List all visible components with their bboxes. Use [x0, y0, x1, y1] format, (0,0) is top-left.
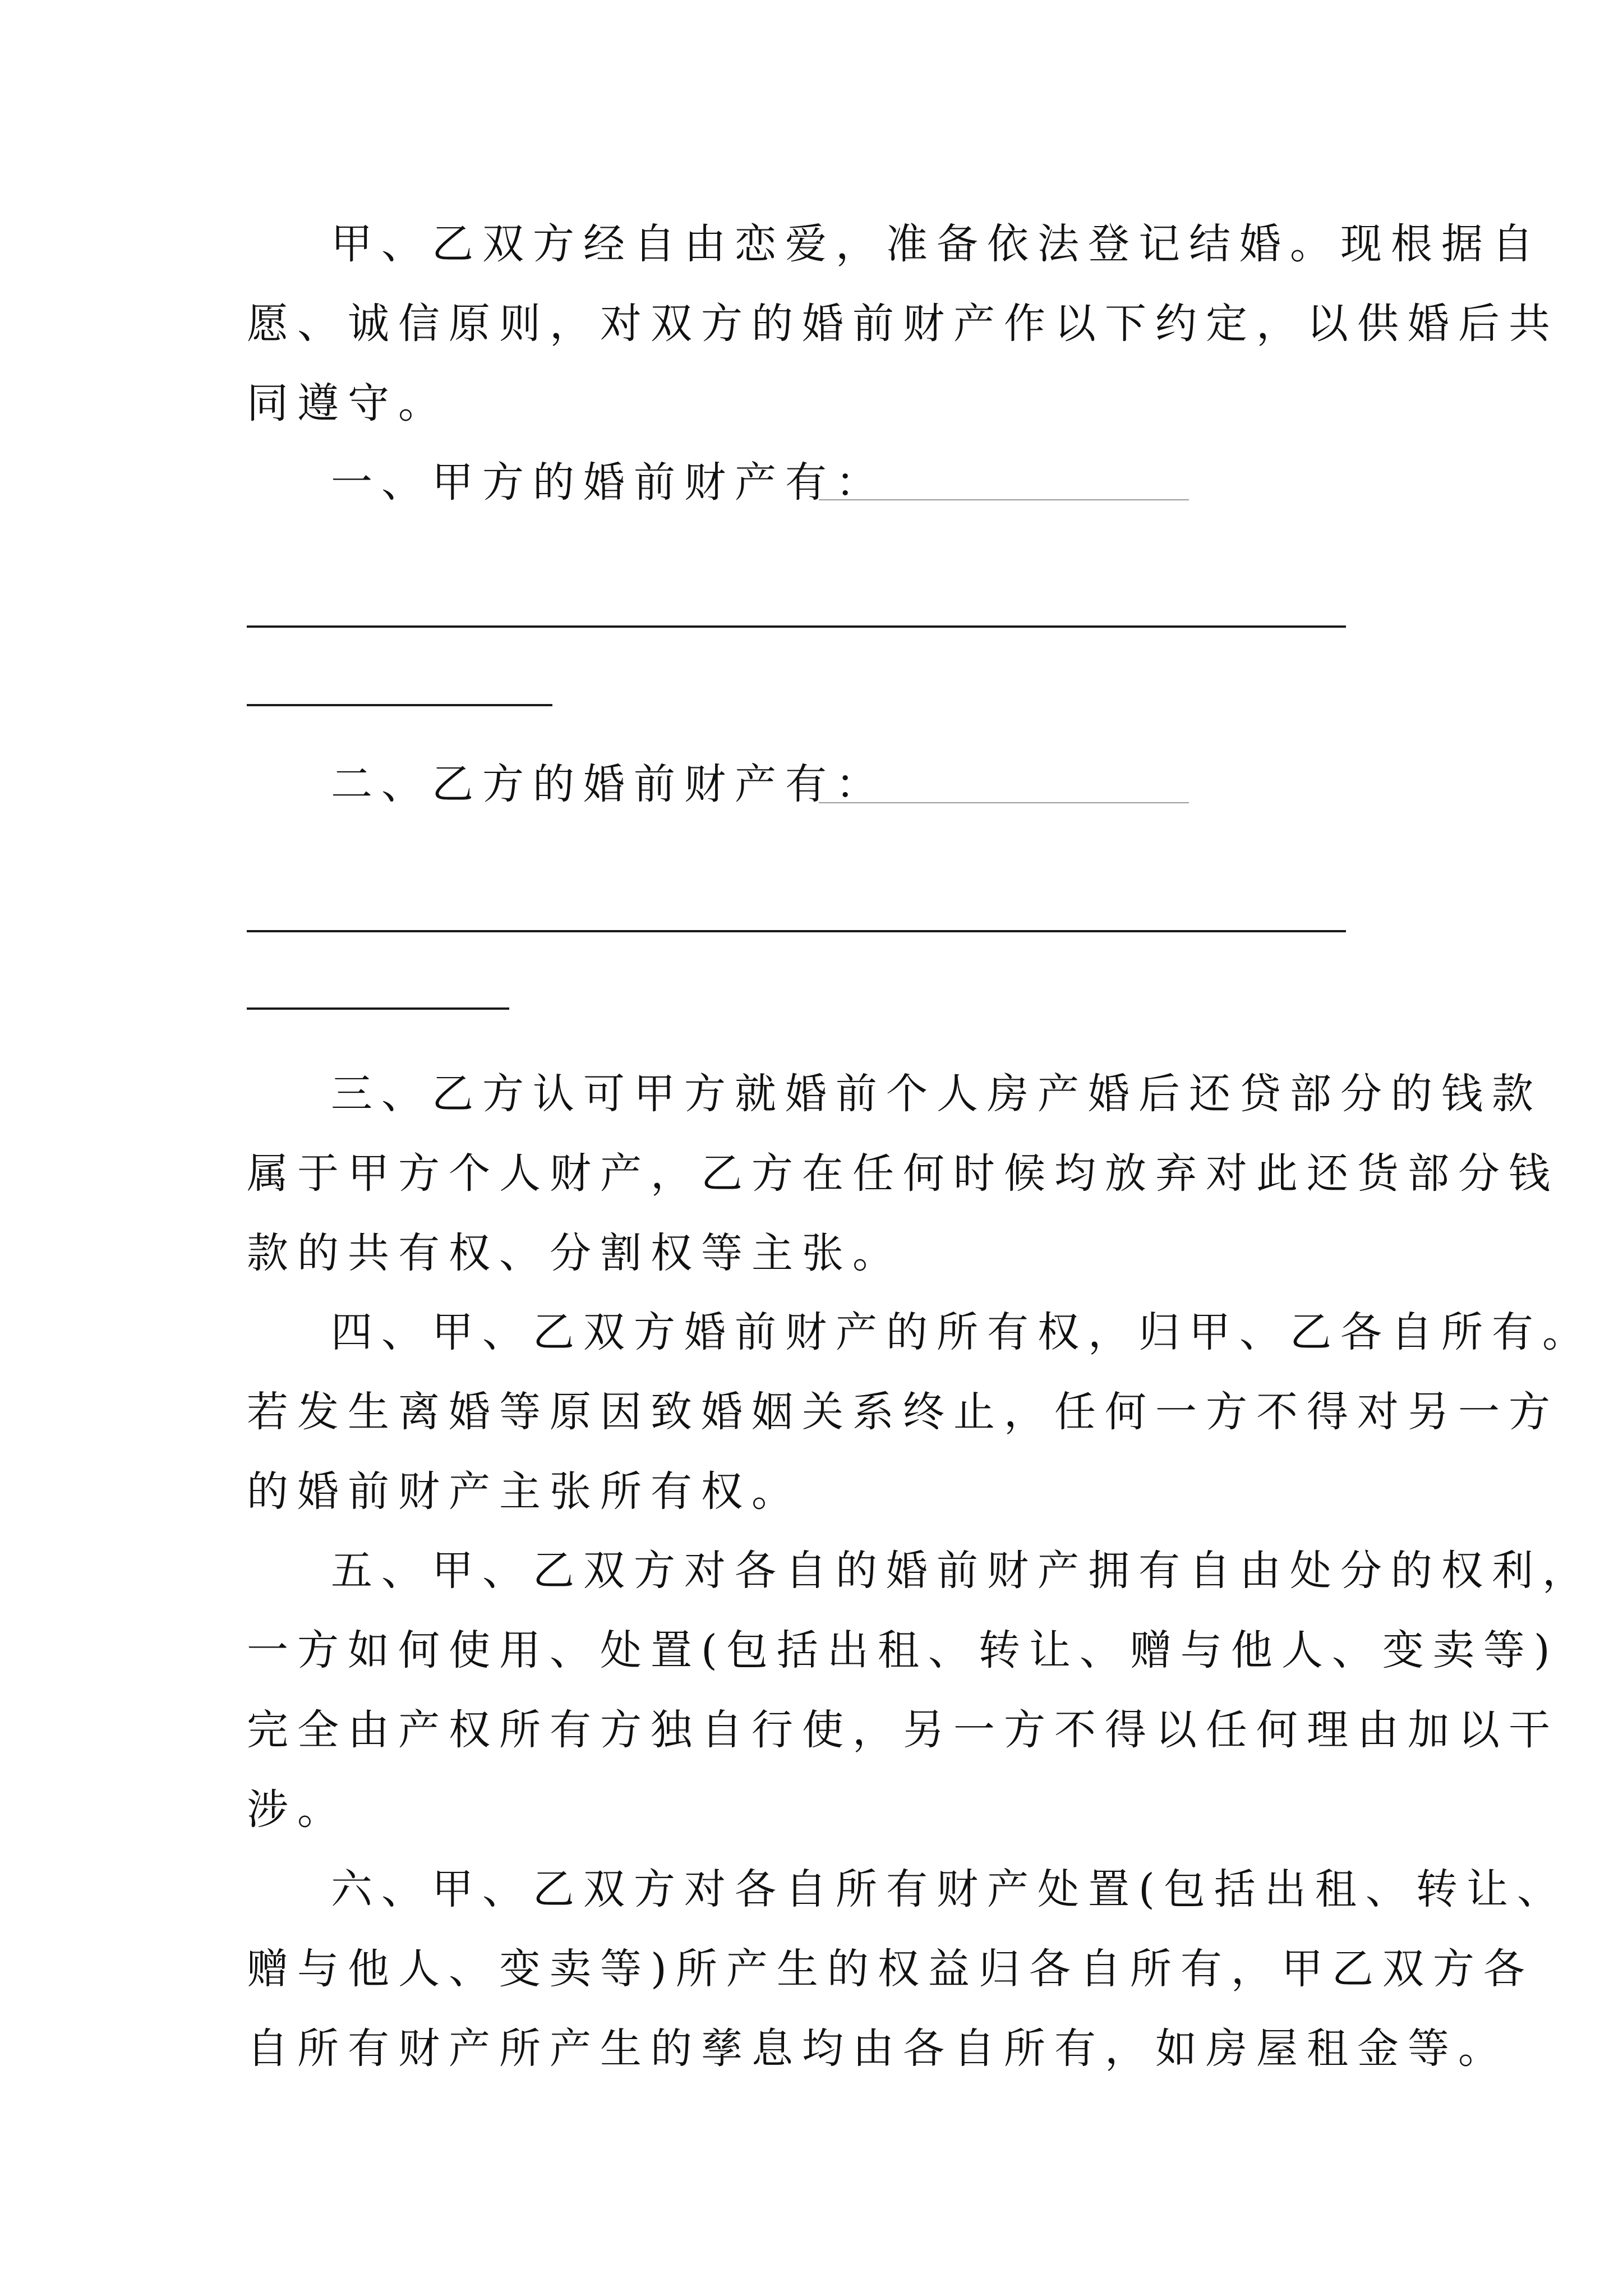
clause-3-line-1: 三、乙方认可甲方就婚前个人房产婚后还贷部分的钱款 — [331, 1070, 1542, 1118]
clause-2-fill-in-blank — [819, 802, 1189, 803]
clause-3-line-3: 款的共有权、分割权等主张。 — [247, 1229, 903, 1277]
intro-line-1: 甲、乙双方经自由恋爱，准备依法登记结婚。现根据自 — [331, 220, 1542, 268]
clause-5-line-3: 完全由产权所有方独自行使，另一方不得以任何理由加以干 — [247, 1706, 1559, 1754]
clause-5-line-4: 涉。 — [247, 1786, 348, 1834]
clause-5-line-1: 五、甲、乙双方对各自的婚前财产拥有自由处分的权利， — [331, 1547, 1593, 1595]
clause-1-label: 一、甲方的婚前财产有： — [331, 458, 886, 507]
clause-1-fill-in-blank — [819, 499, 1189, 500]
intro-line-3: 同遵守。 — [247, 379, 449, 427]
clause-6-line-2: 赠与他人、变卖等)所产生的权益归各自所有，甲乙双方各 — [247, 1945, 1534, 1993]
clause-4-line-2: 若发生离婚等原因致婚姻关系终止，任何一方不得对另一方 — [247, 1388, 1559, 1436]
clause-3-line-2: 属于甲方个人财产，乙方在任何时候均放弃对此还货部分钱 — [247, 1149, 1559, 1198]
clause-1-dash-line-2 — [247, 704, 552, 706]
clause-1-dash-line-1 — [247, 625, 1346, 628]
clause-6-line-3: 自所有财产所产生的孳息均由各自所有，如房屋租金等。 — [247, 2024, 1509, 2073]
intro-line-2: 愿、诚信原则，对双方的婚前财产作以下约定，以供婚后共 — [247, 300, 1559, 348]
clause-2-dash-line-2 — [247, 1007, 509, 1010]
clause-4-line-3: 的婚前财产主张所有权。 — [247, 1467, 802, 1516]
clause-6-line-1: 六、甲、乙双方对各自所有财产处置(包括出租、转让、 — [331, 1865, 1567, 1913]
clause-4-line-1: 四、甲、乙双方婚前财产的所有权，归甲、乙各自所有。 — [331, 1308, 1593, 1356]
clause-2-dash-line-1 — [247, 930, 1346, 932]
clause-2-label: 二、乙方的婚前财产有： — [331, 760, 886, 808]
clause-5-line-2: 一方如何使用、处置(包括出租、转让、赠与他人、变卖等) — [247, 1626, 1559, 1674]
